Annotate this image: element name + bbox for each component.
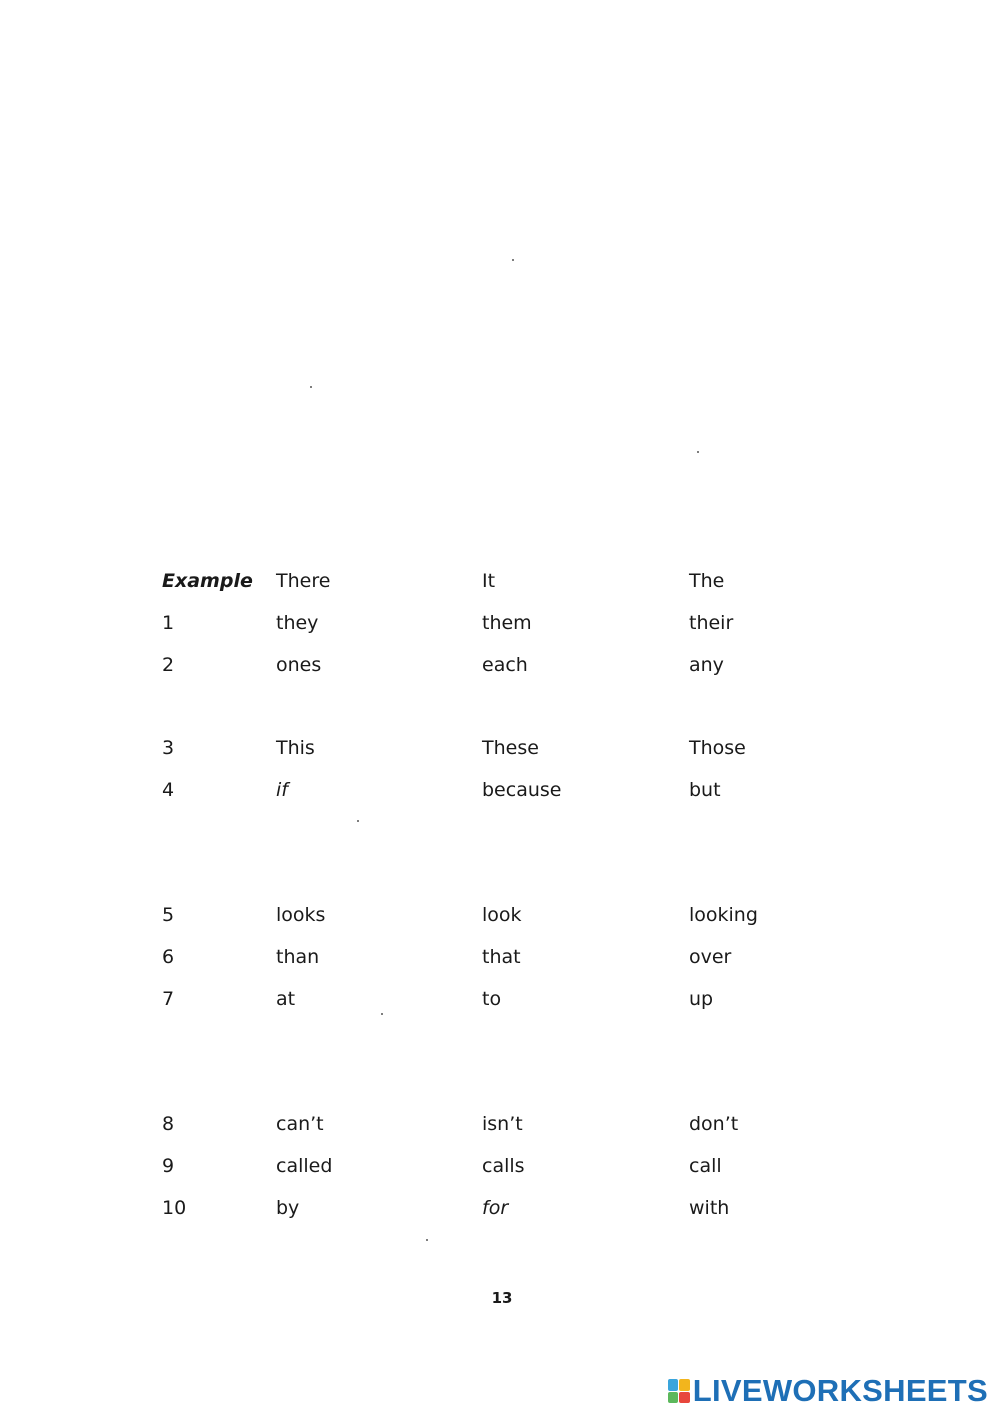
question-row (162, 1193, 862, 1235)
question-row (162, 942, 862, 984)
option-c: their (689, 612, 734, 634)
option-a: looks (276, 904, 326, 926)
logo-tile (679, 1379, 690, 1391)
liveworksheets-logo-icon (668, 1379, 690, 1403)
liveworksheets-brand (668, 1374, 988, 1408)
brand-name: LIVEWORKSHEETS (692, 1373, 988, 1408)
option-a: than (276, 946, 320, 968)
option-c: looking (689, 904, 758, 926)
scan-speck (381, 1013, 383, 1015)
example-row (162, 566, 862, 608)
group-spacer (162, 692, 862, 733)
question-number: 1 (162, 612, 175, 634)
scan-speck (310, 386, 312, 388)
question-number: 7 (162, 988, 175, 1010)
option-c: up (689, 988, 714, 1010)
option-b: look (482, 904, 522, 926)
option-c: over (689, 946, 732, 968)
scan-speck (426, 1239, 428, 1241)
option-c: Those (689, 737, 746, 759)
option-b: each (482, 654, 528, 676)
answer-options-table (162, 566, 862, 1235)
option-a: by (276, 1197, 300, 1219)
option-a: can’t (276, 1113, 324, 1135)
option-b: calls (482, 1155, 525, 1177)
group-spacer (162, 1026, 862, 1109)
logo-tile (668, 1379, 679, 1391)
option-b: These (482, 737, 539, 759)
option-b: It (482, 570, 496, 592)
option-a: if (276, 779, 288, 801)
question-number: 10 (162, 1197, 187, 1219)
option-b: that (482, 946, 521, 968)
scan-speck (357, 820, 359, 822)
option-c: call (689, 1155, 722, 1177)
option-b: isn’t (482, 1113, 523, 1135)
option-c: don’t (689, 1113, 739, 1135)
logo-tile (679, 1392, 690, 1404)
option-a: called (276, 1155, 333, 1177)
logo-tile (668, 1392, 679, 1404)
question-number: 3 (162, 737, 175, 759)
option-b: for (482, 1197, 509, 1219)
option-b: to (482, 988, 502, 1010)
question-row (162, 1151, 862, 1193)
option-c: The (689, 570, 725, 592)
question-number: 8 (162, 1113, 175, 1135)
question-number: 6 (162, 946, 175, 968)
question-row (162, 775, 862, 817)
question-row (162, 650, 862, 692)
option-c: with (689, 1197, 730, 1219)
option-c: any (689, 654, 724, 676)
option-a: This (276, 737, 315, 759)
option-a: ones (276, 654, 322, 676)
option-c: but (689, 779, 721, 801)
option-a: There (276, 570, 331, 592)
question-number: 9 (162, 1155, 175, 1177)
option-b: because (482, 779, 562, 801)
question-row (162, 900, 862, 942)
page-number: 13 (491, 1289, 513, 1307)
group-spacer (162, 817, 862, 900)
example-label: Example (162, 570, 253, 592)
question-number: 4 (162, 779, 175, 801)
question-row (162, 1109, 862, 1151)
question-number: 5 (162, 904, 175, 926)
option-a: at (276, 988, 296, 1010)
option-b: them (482, 612, 532, 634)
scan-speck (512, 259, 514, 261)
option-a: they (276, 612, 319, 634)
question-row (162, 733, 862, 775)
question-row (162, 608, 862, 650)
scan-speck (697, 451, 699, 453)
question-row (162, 984, 862, 1026)
question-number: 2 (162, 654, 175, 676)
